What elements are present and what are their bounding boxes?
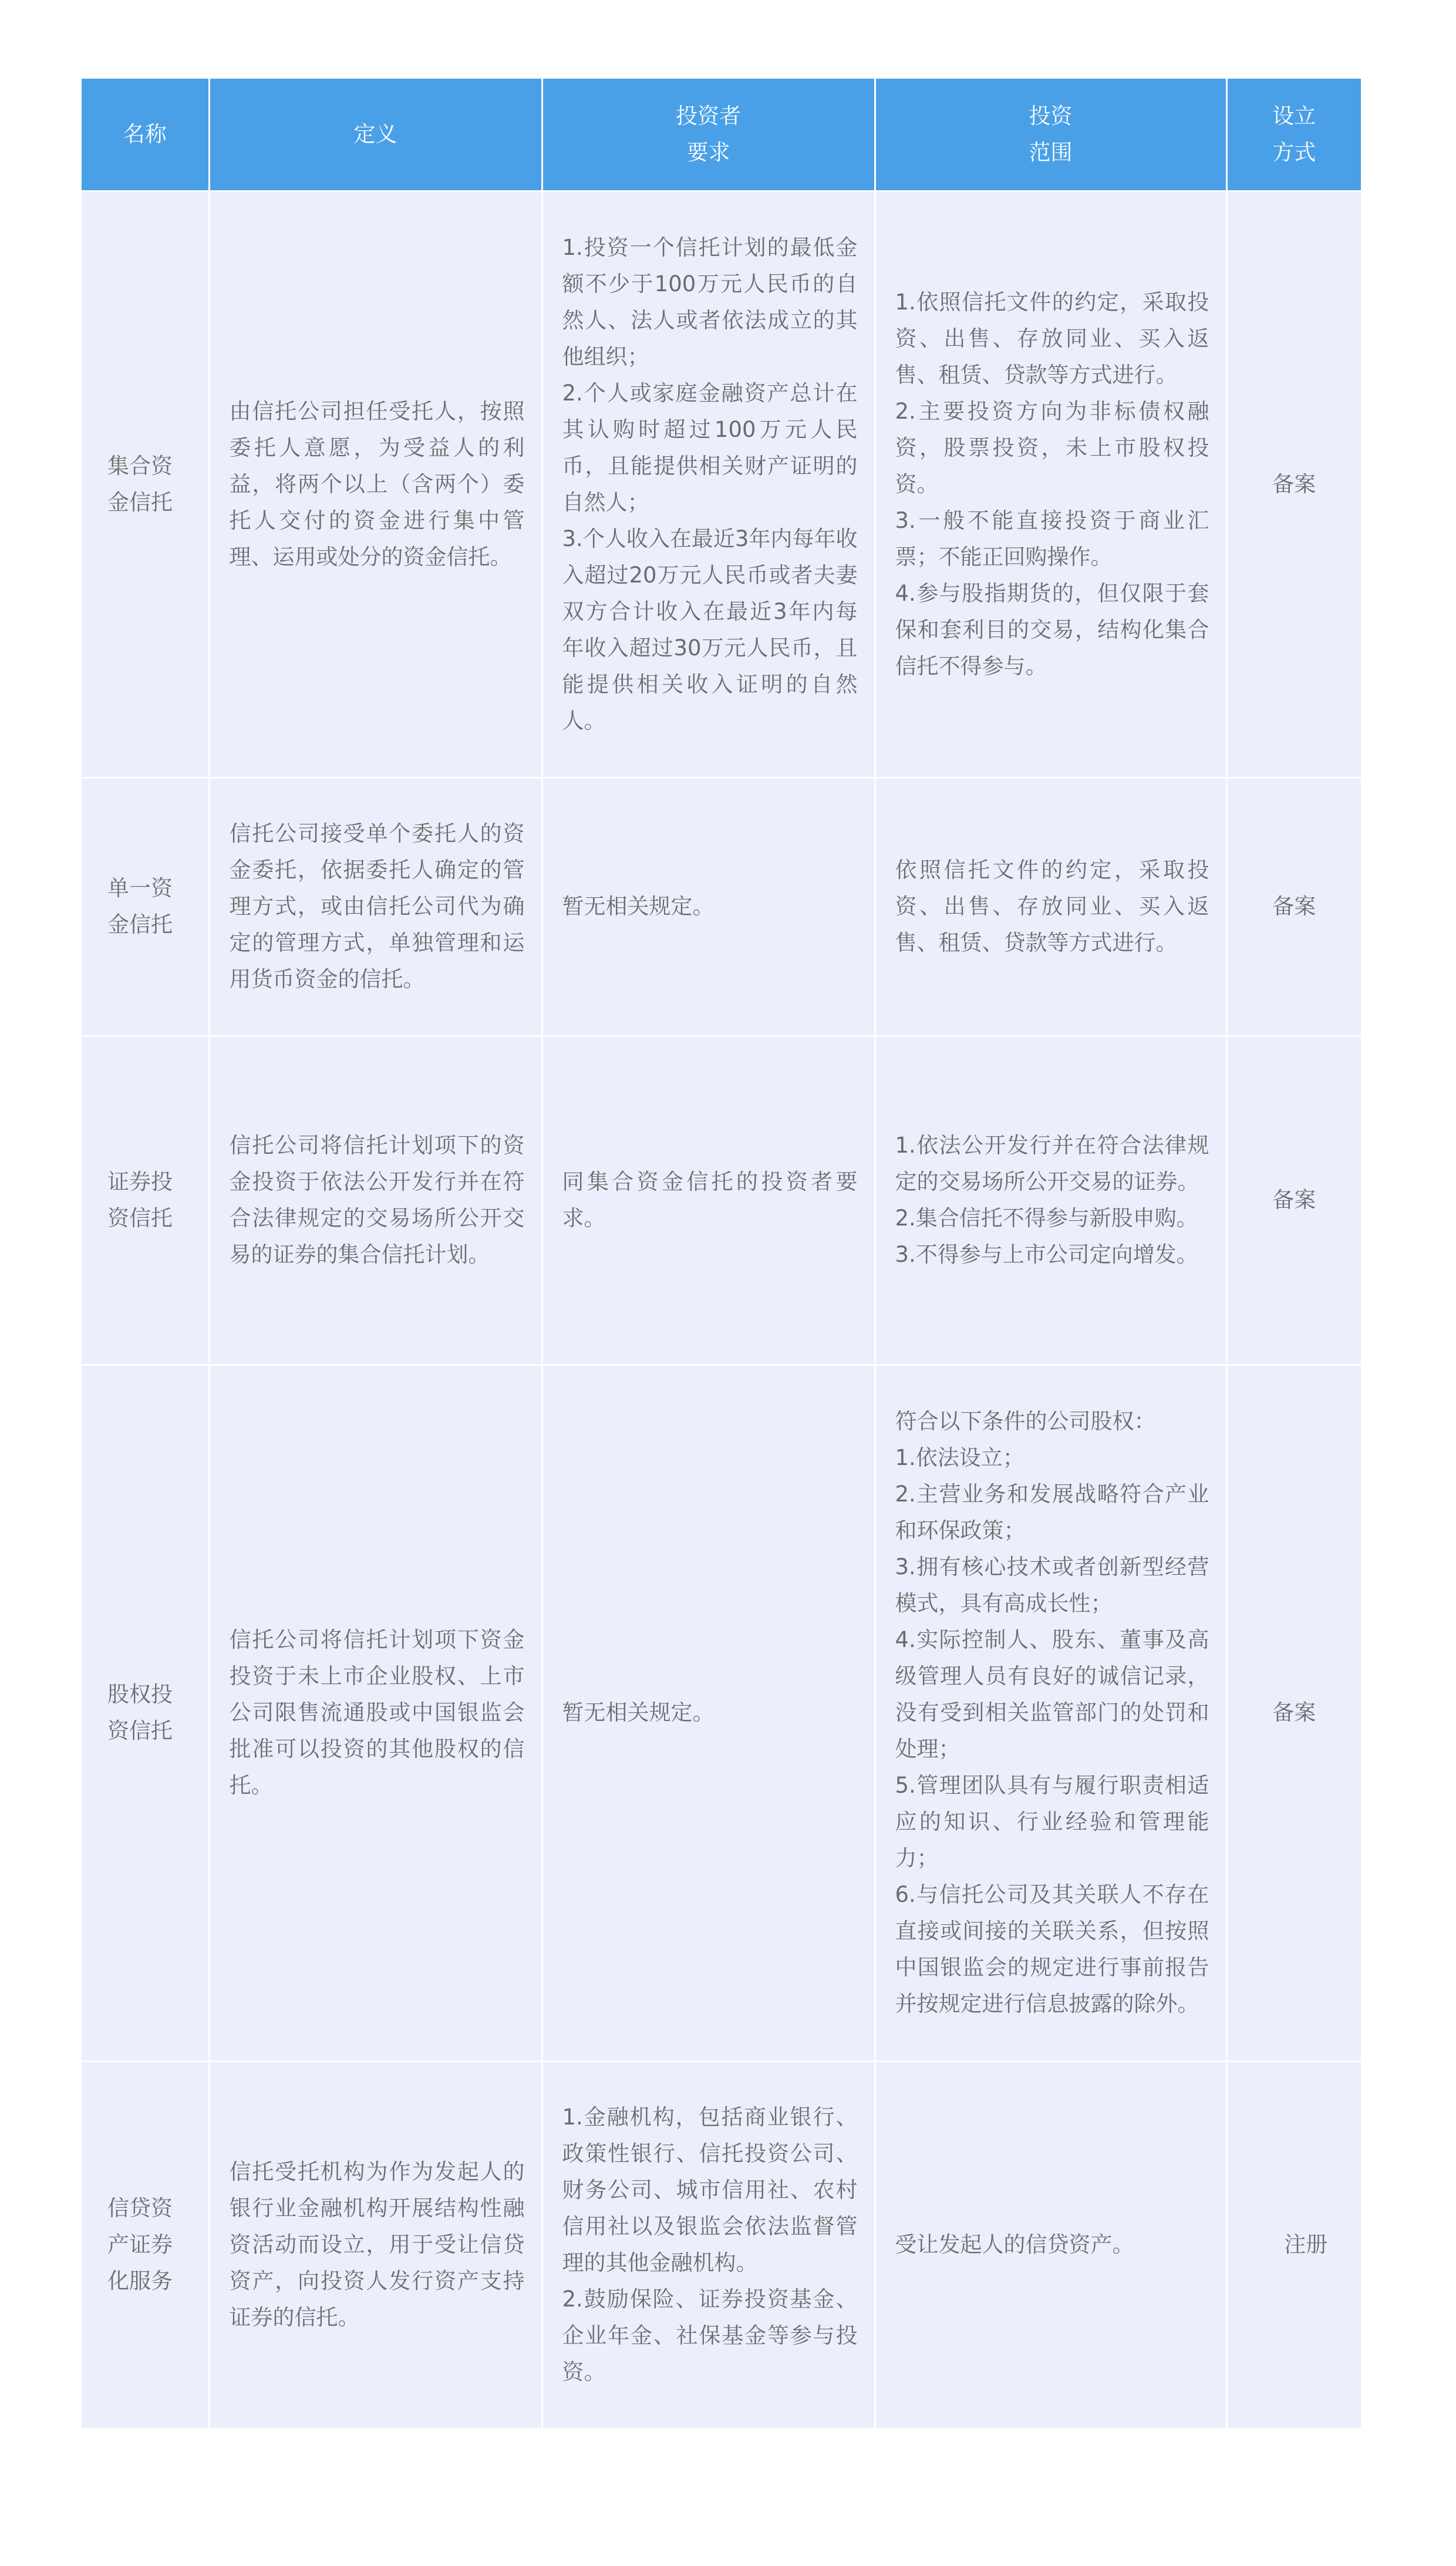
row-name-line: 单一资: [107, 875, 173, 901]
header-invest-scope-line: 投资: [1029, 103, 1073, 129]
investor-req-item: 1.金融机构，包括商业银行、政策性银行、信托投资公司、财务公司、城市信用社、农村信用社以及银监会依法监督管理的其他金融机构。: [562, 2104, 858, 2276]
trust-comparison-table: [82, 79, 1361, 2428]
investor-req-item: 2.个人或家庭金融资产总计在其认购时超过100万元人民币，且能提供相关财产证明的自然人；: [562, 380, 858, 515]
row-invest-scope-cell: [875, 191, 1226, 777]
row-investor-req-cell: [542, 777, 875, 1036]
row-name-cell: [82, 1036, 209, 1365]
investor-req-item: 1.投资一个信托计划的最低金额不少于100万元人民币的自然人、法人或者依法成立的其他组织；: [562, 234, 858, 369]
invest-scope-item: 1.依法公开发行并在符合法律规定的交易场所公开交易的证券。: [895, 1133, 1209, 1194]
table-body: [82, 191, 1361, 2428]
invest-scope-item: 6.与信托公司及其关联人不存在直接或间接的关联关系，但按照中国银监会的规定进行事前报告并按规定进行信息披露的除外。: [895, 1882, 1209, 2016]
invest-scope-item: 2.集合信托不得参与新股申购。: [895, 1205, 1198, 1231]
invest-scope-item: 3.不得参与上市公司定向增发。: [895, 1242, 1198, 1267]
header-setup-mode-line: 设立: [1272, 103, 1316, 129]
row-setup-mode-cell: 备案: [1226, 1036, 1361, 1365]
row-invest-scope-cell: [875, 1365, 1226, 2061]
header-investment-scope: [875, 79, 1226, 191]
invest-scope-item: 依照信托文件的约定，采取投资、出售、存放同业、买入返售、租赁、贷款等方式进行。: [895, 857, 1209, 955]
row-investor-req-cell: [542, 191, 875, 777]
investor-req-item: 暂无相关规定。: [562, 1700, 714, 1725]
row-investor-req-cell: [542, 2061, 875, 2428]
row-invest-scope-cell: [875, 2061, 1226, 2428]
row-definition-cell: 由信托公司担任受托人，按照委托人意愿，为受益人的利益，将两个以上（含两个）委托人交付的资金进行集中管理、运用或处分的资金信托。: [209, 191, 542, 777]
row-name-cell: [82, 777, 209, 1036]
row-setup-mode-cell: 备案: [1226, 777, 1361, 1036]
header-row: [82, 79, 1361, 191]
row-investor-req-cell: [542, 1365, 875, 2061]
header-definition: 定义: [209, 79, 542, 191]
row-name-line: 资信托: [107, 1718, 173, 1743]
row-invest-scope-cell: [875, 777, 1226, 1036]
table-header: [82, 79, 1361, 191]
header-investor-requirements: [542, 79, 875, 191]
invest-scope-item: 2.主要投资方向为非标债权融资，股票投资，未上市股权投资。: [895, 398, 1209, 497]
row-name-line: 金信托: [107, 912, 173, 937]
table-row: [82, 1036, 1361, 1365]
row-investor-req-cell: [542, 1036, 875, 1365]
table-row: [82, 1365, 1361, 2061]
row-name-line: 化服务: [107, 2268, 173, 2294]
header-name: 名称: [82, 79, 209, 191]
row-name-line: 金信托: [107, 489, 173, 515]
invest-scope-item: 1.依照信托文件的约定，采取投资、出售、存放同业、买入返售、租赁、贷款等方式进行。: [895, 289, 1209, 388]
row-definition-cell: 信托受托机构为作为发起人的银行业金融机构开展结构性融资活动而设立，用于受让信贷资产，向投资人发行资产支持证券的信托。: [209, 2061, 542, 2428]
row-name-line: 证券投: [107, 1169, 173, 1194]
row-invest-scope-cell: [875, 1036, 1226, 1365]
row-setup-mode-cell: 备案: [1226, 191, 1361, 777]
invest-scope-item: 5.管理团队具有与履行职责相适应的知识、行业经验和管理能力；: [895, 1773, 1209, 1871]
header-setup-mode: [1226, 79, 1361, 191]
row-definition-cell: 信托公司将信托计划项下资金投资于未上市企业股权、上市公司限售流通股或中国银监会批准可以投资的其他股权的信托。: [209, 1365, 542, 2061]
row-name-line: 产证券: [107, 2232, 173, 2258]
invest-scope-item: 2.主营业务和发展战略符合产业和环保政策；: [895, 1481, 1209, 1543]
invest-scope-item: 受让发起人的信贷资产。: [895, 2232, 1134, 2258]
invest-scope-item: 3.拥有核心技术或者创新型经营模式，具有高成长性；: [895, 1554, 1209, 1616]
row-name-line: 信贷资: [107, 2195, 173, 2221]
invest-scope-item: 4.参与股指期货的，但仅限于套保和套利目的交易，结构化集合信托不得参与。: [895, 580, 1209, 679]
investor-req-item: 2.鼓励保险、证券投资基金、企业年金、社保基金等参与投资。: [562, 2286, 858, 2385]
header-invest-scope-line: 范围: [1029, 139, 1073, 165]
row-setup-mode-cell: 注册: [1226, 2061, 1361, 2428]
row-setup-mode-cell: 备案: [1226, 1365, 1361, 2061]
table-row: [82, 777, 1361, 1036]
investor-req-item: 3.个人收入在最近3年内每年收入超过20万元人民币或者夫妻双方合计收入在最近3年内每年收入超过30万元人民币，且能提供相关收入证明的自然人。: [562, 526, 858, 733]
invest-scope-item: 4.实际控制人、股东、董事及高级管理人员有良好的诚信记录，没有受到相关监管部门的处罚和处理；: [895, 1627, 1209, 1762]
row-name-line: 股权投: [107, 1682, 173, 1707]
header-investor-req-line: 投资者: [676, 103, 741, 129]
row-name-cell: [82, 1365, 209, 2061]
row-name-cell: [82, 2061, 209, 2428]
row-definition-cell: 信托公司将信托计划项下的资金投资于依法公开发行并在符合法律规定的交易场所公开交易的证券的集合信托计划。: [209, 1036, 542, 1365]
trust-comparison-table-container: [82, 79, 1361, 2428]
header-setup-mode-line: 方式: [1272, 139, 1316, 165]
header-investor-req-line: 要求: [686, 139, 730, 165]
row-definition-cell: 信托公司接受单个委托人的资金委托，依据委托人确定的管理方式，或由信托公司代为确定的管理方式，单独管理和运用货币资金的信托。: [209, 777, 542, 1036]
invest-scope-item: 1.依法设立；: [895, 1445, 1024, 1470]
table-row: [82, 2061, 1361, 2428]
invest-scope-item: 3.一般不能直接投资于商业汇票；不能正回购操作。: [895, 507, 1209, 570]
investor-req-item: 同集合资金信托的投资者要求。: [562, 1169, 858, 1231]
investor-req-item: 暂无相关规定。: [562, 894, 714, 919]
invest-scope-item: 符合以下条件的公司股权：: [895, 1409, 1156, 1434]
table-row: [82, 191, 1361, 777]
row-name-cell: [82, 191, 209, 777]
row-name-line: 资信托: [107, 1205, 173, 1231]
row-name-line: 集合资: [107, 453, 173, 479]
